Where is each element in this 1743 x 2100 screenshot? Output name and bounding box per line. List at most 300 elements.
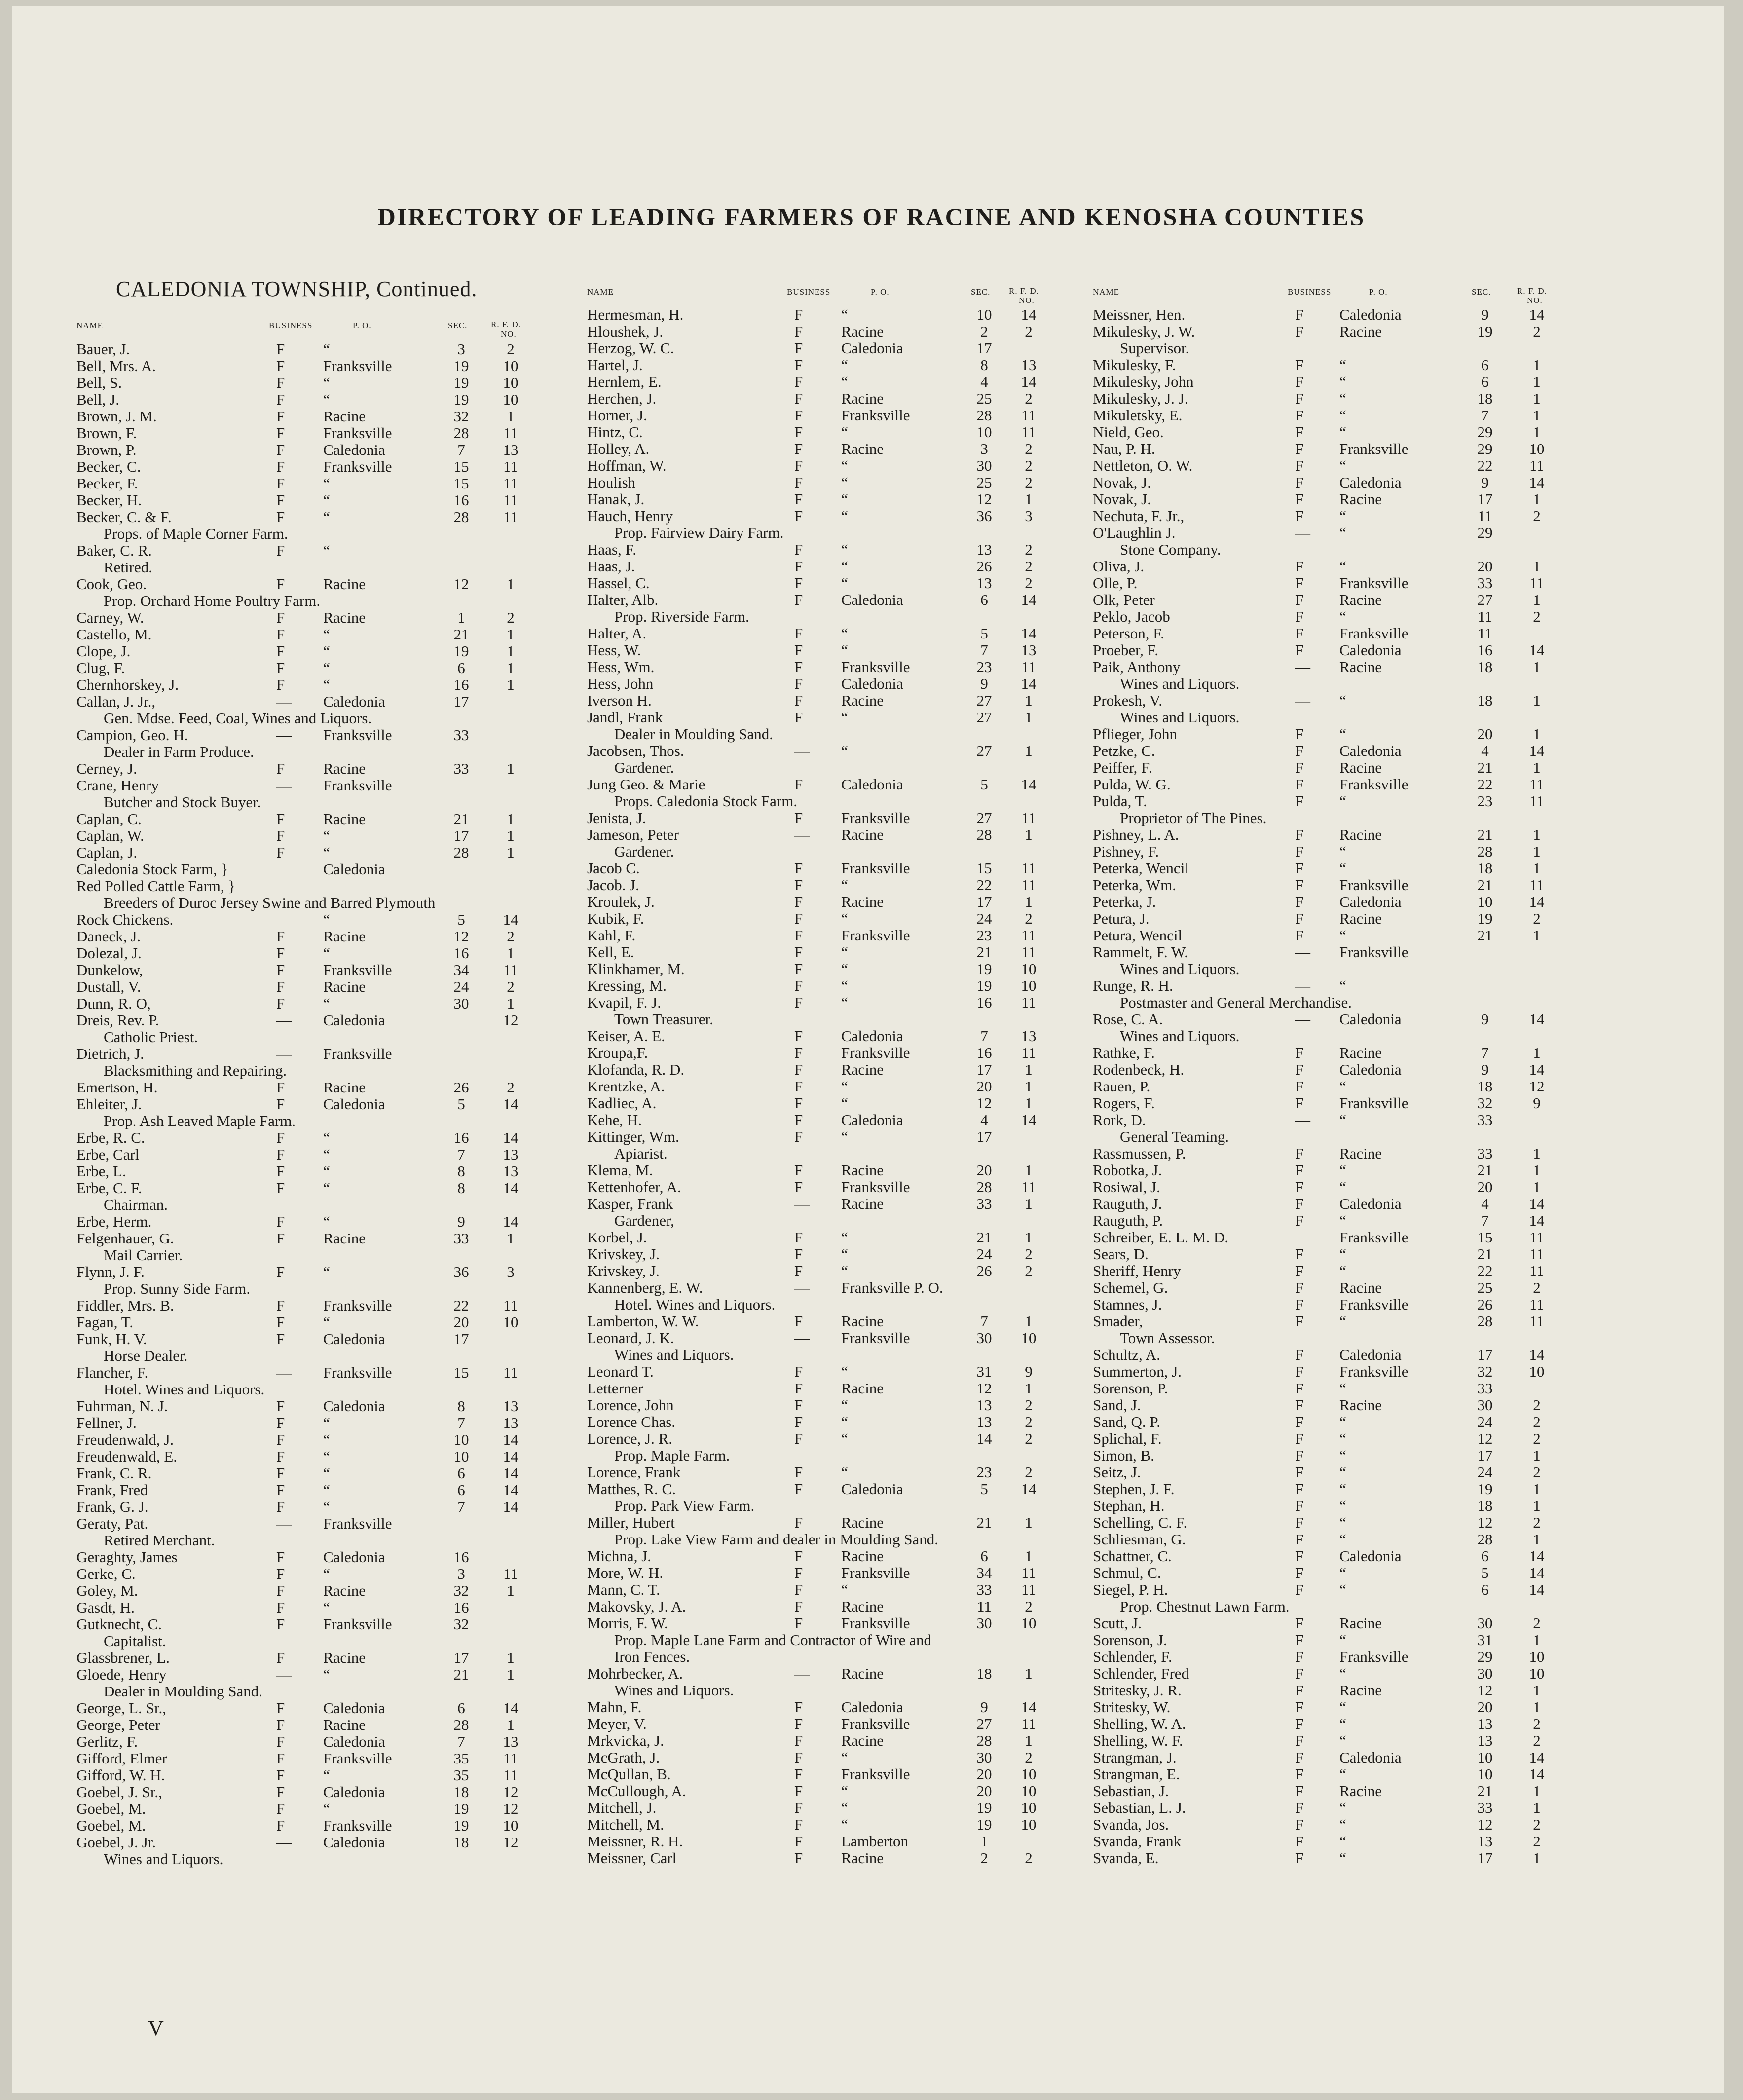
entry-sec: 17 [976,893,992,910]
entry-sec: 24 [1477,1413,1493,1430]
header-business: BUSINESS [269,321,313,330]
entry-name: Goebel, M. [76,1817,146,1834]
directory-row [1093,1799,1586,1816]
entry-sec: 19 [453,391,469,408]
entry-rfd: 11 [503,1766,518,1784]
entry-sec: 21 [1477,759,1493,776]
entry-rfd: 2 [507,340,515,358]
entry-po: “ [841,641,848,659]
entry-po: “ [841,1262,848,1279]
entry-business: F [1295,1195,1304,1212]
entry-name: Keiser, A. E. [587,1027,666,1045]
entry-sec: 1 [980,1833,988,1850]
entry-name: Castello, M. [76,626,152,643]
entry-po: “ [1339,524,1346,541]
entry-po: Caledonia [841,776,903,793]
entry-po: Franksville [1339,776,1409,793]
entry-po: “ [323,1481,330,1499]
entry-sec: 21 [453,810,469,827]
entry-sec: 5 [980,625,988,642]
entry-po: “ [323,391,330,408]
directory-row [1093,1816,1586,1833]
entry-rfd: 1 [1533,1799,1541,1816]
entry-business: F [794,1614,803,1632]
entry-rfd: 2 [1025,474,1033,491]
entry-po: “ [1339,1698,1346,1716]
entry-sec: 21 [976,943,992,961]
entry-po: Franksville [1339,574,1409,592]
entry-sec: 21 [1477,876,1493,894]
entry-business: F [794,1413,803,1430]
entry-note: Prop. Park View Farm. [614,1497,755,1514]
entry-sec: 22 [976,876,992,894]
entry-name: Petura, Wencil [1093,927,1183,944]
entry-name: Hintz, C. [587,423,643,441]
directory-row [76,1364,570,1381]
entry-rfd: 1 [1533,373,1541,390]
directory-row [587,356,1080,373]
entry-business: F [276,424,285,442]
entry-rfd: 11 [503,491,518,509]
entry-name: Becker, C. & F. [76,508,172,525]
entry-rfd: 14 [503,1448,519,1465]
entry-po: “ [323,1800,330,1817]
entry-rfd: 10 [1021,1782,1037,1800]
entry-sec: 5 [457,1095,465,1113]
directory-row [76,1498,570,1515]
entry-po: “ [323,995,330,1012]
entry-business: F [1295,1849,1304,1867]
entry-business: F [276,626,285,643]
entry-sec: 33 [976,1195,992,1212]
entry-name: Klinkhamer, M. [587,960,685,977]
directory-row [76,1733,570,1750]
entry-business: F [276,1481,285,1499]
entry-sec: 18 [1477,1078,1493,1095]
entry-sec: 8 [980,356,988,374]
entry-rfd: 2 [507,928,515,945]
header-rfd-no: NO. [1527,296,1543,305]
entry-sec: 29 [1477,524,1493,541]
directory-row [1093,826,1586,843]
directory-row [587,860,1080,876]
entry-sec: 1 [457,609,465,626]
entry-business: F [1295,1279,1304,1296]
directory-row [76,391,570,408]
directory-row [587,1027,1080,1044]
entry-rfd: 1 [1533,1631,1541,1649]
entry-business: F [1295,1296,1304,1313]
entry-po: “ [1339,1564,1346,1581]
entry-business: F [1295,641,1304,659]
entry-sec: 24 [976,1245,992,1263]
entry-sec: 25 [976,390,992,407]
directory-row [587,1765,1080,1782]
entry-rfd: 11 [1021,860,1036,877]
entry-business: F [276,1129,285,1146]
entry-name: Nechuta, F. Jr., [1093,507,1185,525]
directory-row [587,1799,1080,1816]
entry-business: F [794,1044,803,1061]
directory-row [1093,725,1586,742]
entry-business: F [1295,457,1304,474]
entry-po: “ [841,1413,848,1430]
directory-row [1093,1162,1586,1178]
entry-sec: 30 [976,457,992,474]
entry-rfd: 11 [1021,423,1036,441]
entry-sec: 17 [453,827,469,844]
entry-po: Caledonia [323,1330,385,1348]
directory-row [587,558,1080,574]
directory-row [76,1313,570,1330]
entry-po: “ [1339,1531,1346,1548]
entry-sec: 7 [980,1312,988,1330]
entry-name: Schelling, C. F. [1093,1514,1187,1531]
entry-po: Caledonia [1339,641,1402,659]
entry-po: “ [841,1816,848,1833]
entry-business: F [1295,1346,1304,1363]
entry-sec: 32 [1477,1094,1493,1112]
entry-rfd: 1 [1533,843,1541,860]
directory-row [587,507,1080,524]
entry-business: F [1295,1614,1304,1632]
entry-sec: 13 [976,541,992,558]
entry-po: “ [1339,1447,1346,1464]
entry-po: Franksville [841,1564,910,1581]
entry-sec: 2 [980,323,988,340]
directory-column-1 [76,320,570,1868]
entry-po: Racine [1339,910,1382,927]
directory-row [1093,1061,1586,1078]
directory-row [587,1480,1080,1497]
entry-sec: 17 [1477,1346,1493,1363]
entry-business: F [1295,591,1304,608]
entry-note: Gen. Mdse. Feed, Coal, Wines and Liquors. [104,710,372,727]
directory-row [587,1329,1080,1346]
entry-rfd: 10 [503,1817,519,1834]
entry-rfd: 1 [1533,390,1541,407]
entry-business: F [1295,390,1304,407]
entry-note: Prop. Orchard Home Poultry Farm. [104,592,321,609]
entry-sec: 11 [977,1598,992,1615]
entry-business: F [794,675,803,692]
entry-sec: 28 [453,1716,469,1733]
entry-po: “ [1339,1162,1346,1179]
directory-row [1093,373,1586,390]
directory-row [1093,910,1586,927]
entry-rfd: 14 [503,1129,519,1146]
entry-sec: 18 [453,1834,469,1851]
header-po: P. O. [871,287,890,297]
entry-sec: 16 [976,1044,992,1061]
entry-rfd: 14 [503,1179,519,1197]
entry-business: F [1295,1765,1304,1783]
entry-rfd: 2 [1533,1430,1541,1447]
directory-row [587,323,1080,339]
directory-row [587,1782,1080,1799]
entry-name: Lorence, Frank [587,1463,681,1481]
entry-sec: 24 [1477,1463,1493,1481]
entry-rfd: 9 [1025,1363,1033,1380]
entry-sec: 4 [1481,1195,1489,1212]
entry-name: Jacobsen, Thos. [587,742,684,759]
entry-note: Hotel. Wines and Liquors. [614,1296,776,1313]
entry-po: “ [1339,1111,1346,1128]
entry-sec: 21 [1477,1782,1493,1800]
entry-note: Prop. Chestnut Lawn Farm. [1120,1598,1290,1615]
entry-name: Horner, J. [587,407,647,424]
entry-rfd: 10 [503,1313,519,1331]
directory-row [76,424,570,441]
entry-business: F [276,1330,285,1348]
entry-rfd: 14 [503,1481,519,1499]
page-title: DIRECTORY OF LEADING FARMERS OF RACINE AND KENOSHA COUNTIES [377,203,1366,230]
directory-row [1093,1396,1586,1413]
directory-row [1093,1447,1586,1463]
entry-po: Franksville [841,658,910,675]
entry-sec: 20 [1477,1178,1493,1196]
entry-business: F [276,357,285,375]
entry-rfd: 2 [1025,1262,1033,1279]
directory-row [76,1481,570,1498]
entry-sec: 9 [1481,1011,1489,1028]
entry-po: “ [1339,1715,1346,1732]
directory-column-3 [1093,286,1586,1867]
entry-name: Schliesman, G. [1093,1531,1186,1548]
entry-rfd: 14 [1021,1698,1037,1716]
entry-sec: 17 [976,1061,992,1078]
entry-sec: 15 [453,475,469,492]
entry-business: F [1295,1363,1304,1380]
entry-name: Kroulek, J. [587,893,655,910]
entry-sec: 19 [453,1817,469,1834]
directory-row [587,1614,1080,1631]
entry-sec: 30 [1477,1665,1493,1682]
entry-business: F [1295,1480,1304,1498]
entry-rfd: 1 [507,827,515,844]
entry-name: Lamberton, W. W. [587,1312,699,1330]
directory-row [1093,1430,1586,1447]
entry-business: F [276,1146,285,1163]
entry-rfd: 2 [1025,558,1033,575]
entry-sec: 10 [453,1448,469,1465]
directory-row [587,1229,1080,1245]
entry-business: F [794,658,803,675]
entry-sec: 33 [453,1230,469,1247]
entry-rfd: 2 [1025,541,1033,558]
entry-rfd: 11 [1529,776,1544,793]
entry-sec: 30 [976,1614,992,1632]
entry-sec: 15 [1477,1229,1493,1246]
entry-sec: 16 [453,491,469,509]
entry-business: F [276,1817,285,1834]
entry-rfd: 11 [1529,1312,1544,1330]
entry-name: Clug, F. [76,659,125,676]
entry-business: — [276,726,292,744]
entry-business: — [276,1045,292,1062]
entry-name: Goebel, J. Sr., [76,1783,162,1800]
entry-business: F [794,423,803,441]
entry-sec: 33 [453,726,469,744]
directory-row [1093,1380,1586,1396]
entry-name: Caplan, W. [76,827,144,844]
entry-sec: 36 [453,1263,469,1280]
entry-rfd: 2 [1025,1849,1033,1867]
entry-sec: 27 [976,809,992,826]
entry-business: F [794,1749,803,1766]
directory-row [76,374,570,391]
entry-name: Sand, J. [1093,1396,1141,1414]
entry-sec: 12 [1477,1514,1493,1531]
entry-sec: 20 [976,1765,992,1783]
entry-rfd: 1 [1533,658,1541,675]
directory-row [1093,1145,1586,1162]
entry-note: Gardener, [614,1212,674,1229]
entry-name: Jacob. J. [587,876,639,894]
entry-business: — [1295,1011,1310,1028]
entry-po: Caledonia [1339,306,1402,323]
directory-row [587,1195,1080,1212]
entry-po: “ [323,1129,330,1146]
entry-business: F [794,1782,803,1800]
header-sec: SEC. [448,321,468,330]
entry-name: Schmul, C. [1093,1564,1161,1581]
entry-business: F [794,1262,803,1279]
entry-po: “ [841,541,848,558]
directory-row [76,1230,570,1246]
directory-row [76,1095,570,1112]
entry-name: Leonard, J. K. [587,1329,674,1347]
entry-sec: 7 [457,441,465,458]
entry-business: F [794,809,803,826]
entry-business: F [794,641,803,659]
entry-rfd: 14 [503,1699,519,1717]
entry-business: F [794,1229,803,1246]
entry-sec: 19 [453,374,469,391]
entry-business: — [276,1515,292,1532]
entry-rfd: 2 [1533,608,1541,625]
entry-po: “ [323,1146,330,1163]
entry-business: F [1295,608,1304,625]
entry-name: Kell, E. [587,943,634,961]
entry-sec: 29 [1477,423,1493,441]
entry-sec: 18 [976,1665,992,1682]
entry-po: “ [841,1430,848,1447]
entry-note: Mail Carrier. [104,1246,183,1264]
entry-po: “ [1339,1665,1346,1682]
entry-sec: 32 [453,1582,469,1599]
entry-note: Wines and Liquors. [104,1850,223,1868]
directory-row [76,676,570,693]
entry-name: Mitchell, M. [587,1816,664,1833]
entry-business: F [276,458,285,475]
entry-rfd: 2 [1025,1430,1033,1447]
entry-business: — [276,777,292,794]
entry-business: F [1295,323,1304,340]
entry-po: “ [841,1396,848,1414]
entry-name: Korbel, J. [587,1229,647,1246]
entry-business: F [1295,1245,1304,1263]
directory-row [76,542,570,559]
entry-po: “ [1339,1480,1346,1498]
entry-po: Caledonia [1339,1346,1402,1363]
entry-rfd: 11 [503,1750,518,1767]
header-sec: SEC. [1472,287,1491,297]
entry-sec: 32 [1477,1363,1493,1380]
entry-sec: 34 [976,1564,992,1581]
directory-row [1093,1564,1586,1581]
entry-sec: 26 [976,1262,992,1279]
entry-rfd: 14 [1529,1581,1545,1598]
entry-rfd: 14 [1529,474,1545,491]
entry-rfd: 1 [507,575,515,593]
entry-po: “ [323,659,330,676]
directory-row [1093,1682,1586,1698]
entry-rfd: 11 [1529,574,1544,592]
entry-name: Flynn, J. F. [76,1263,145,1280]
entry-po: Franksville [1339,943,1409,961]
directory-row [587,1732,1080,1749]
entry-name: Krentzke, A. [587,1078,665,1095]
entry-name: Ehleiter, J. [76,1095,142,1113]
entry-rfd: 3 [1025,507,1033,525]
entry-sec: 11 [1478,625,1492,642]
entry-business: F [1295,860,1304,877]
entry-po: Franksville [841,1178,910,1196]
entry-sec: 30 [453,995,469,1012]
entry-po: Racine [323,1716,366,1733]
entry-sec: 2 [980,1849,988,1867]
entry-name: Kubik, F. [587,910,644,927]
entry-name: Mrkvicka, J. [587,1732,664,1749]
entry-po: “ [1339,390,1346,407]
entry-po: Caledonia [323,1834,385,1851]
entry-sec: 30 [976,1749,992,1766]
directory-row [1093,943,1586,960]
entry-po: “ [841,1463,848,1481]
entry-name: Bell, J. [76,391,119,408]
directory-row [1093,390,1586,407]
entry-sec: 21 [453,1666,469,1683]
entry-note: Breeders of Duroc Jersey Swine and Barred Plymouth [104,894,436,911]
entry-rfd: 1 [507,995,515,1012]
entry-name: Fellner, J. [76,1414,137,1431]
directory-row [1093,927,1586,943]
directory-row [76,1615,570,1632]
entry-rfd: 2 [1533,1463,1541,1481]
directory-row [587,407,1080,423]
entry-name: Dunn, R. O, [76,995,151,1012]
entry-business: F [794,1128,803,1145]
directory-row [76,1330,570,1347]
directory-row [587,1816,1080,1833]
entry-rfd: 1 [507,760,515,777]
directory-row [76,1800,570,1817]
entry-sec: 18 [1477,692,1493,709]
entry-sec: 18 [1477,658,1493,675]
entry-name: Schreiber, E. L. M. D. [1093,1229,1229,1246]
entry-po: “ [1339,1380,1346,1397]
entry-name: Schultz, A. [1093,1346,1160,1363]
entry-po: Franksville [323,1750,392,1767]
entry-po: Caledonia [323,1012,385,1029]
entry-name: Jameson, Peter [587,826,679,843]
entry-business: F [1295,1396,1304,1414]
entry-business: F [276,1297,285,1314]
entry-business: F [794,373,803,390]
entry-rfd: 14 [1529,641,1545,659]
entry-sec: 32 [453,1615,469,1633]
